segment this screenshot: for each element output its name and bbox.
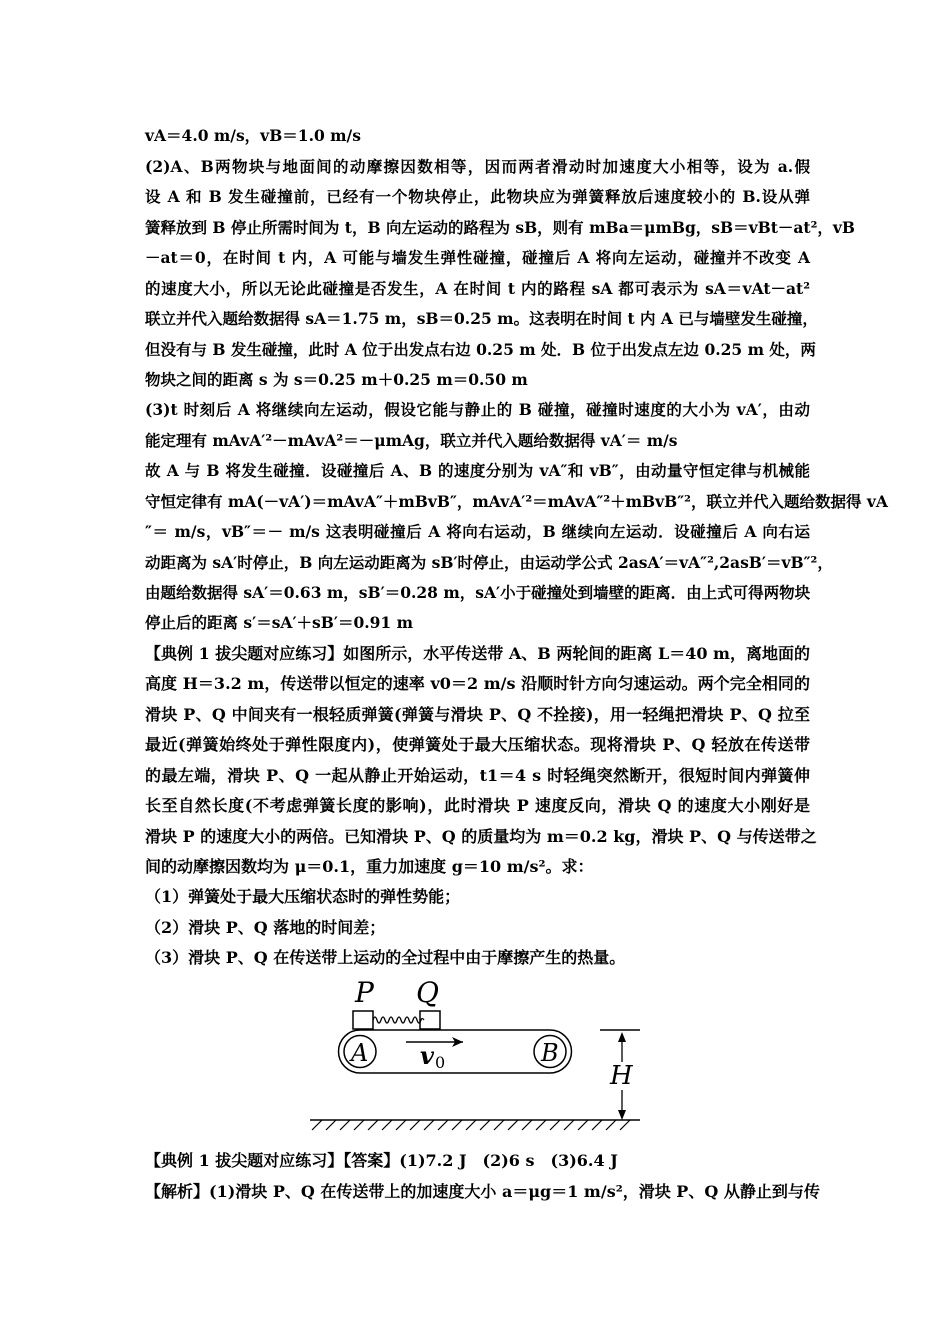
solution-line: (3)t 时刻后 A 将继续向左运动，假设它能与静止的 B 碰撞，碰撞时速度的大小为 vA′，由动	[145, 400, 810, 419]
height-arrow-down	[618, 1110, 626, 1120]
question-2: （2）滑块 P、Q 落地的时间差；	[145, 918, 386, 937]
question-3: （3）滑块 P、Q 在传送带上运动的全过程中由于摩擦产生的热量。	[145, 948, 626, 967]
solution-line: 但没有与 B 发生碰撞，此时 A 位于出发点右边 0.25 m 处．B 位于出发点左边 0.25 m 处，两	[145, 340, 816, 359]
solution-line: －at＝0，在时间 t 内，A 可能与墙发生弹性碰撞，碰撞后 A 将向左运动，碰撞并不改变 A	[145, 248, 810, 267]
problem-line: 【典例 1 拔尖题对应练习】如图所示，水平传送带 A、B 两轮间的距离 L＝40 m，离地面的	[145, 644, 810, 663]
question-1: （1）弹簧处于最大压缩状态时的弹性势能；	[145, 887, 461, 906]
label-b: B	[541, 1039, 559, 1067]
height-arrow-up	[618, 1032, 626, 1042]
solution-line: 由题给数据得 sA′＝0.63 m，sB′＝0.28 m，sA′小于碰撞处到墙壁的距离．由上式可得两物块	[145, 583, 811, 602]
conveyor-belt-figure	[300, 978, 645, 1138]
solution-line: 设 A 和 B 发生碰撞前，已经有一个物块停止，此物块应为弹簧释放后速度较小的 B.设从弹	[145, 187, 810, 206]
solution-line: ″＝ m/s，vB″＝－ m/s 这表明碰撞后 A 将向右运动，B 继续向左运动．设碰撞后 A 向右运	[145, 522, 810, 541]
solution-line: 簧释放到 B 停止所需时间为 t，B 向左运动的路程为 sB，则有 mBa＝μmBg，sB＝vBt－at²，vB	[145, 218, 855, 237]
problem-line: 滑块 P 的速度大小的两倍。已知滑块 P、Q 的质量均为 m＝0.2 kg，滑块 P、Q 与传送带之	[145, 827, 817, 846]
solution-line: 联立并代入题给数据得 sA＝1.75 m，sB＝0.25 m。这表明在时间 t 内 A 已与墙壁发生碰撞，	[145, 309, 818, 328]
solution-line: 的速度大小，所以无论此碰撞是否发生，A 在时间 t 内的路程 sA 都可表示为 sA＝vAt－at²	[145, 279, 810, 298]
block-p	[353, 1011, 373, 1029]
solution-line: vA＝4.0 m/s，vB＝1.0 m/s	[145, 126, 361, 145]
spring	[373, 1017, 424, 1023]
label-h: H	[610, 1061, 633, 1091]
solution-line: 能定理有 mAvA′²－mAvA²＝－μmAg，联立并代入题给数据得 vA′＝ m/s	[145, 431, 678, 450]
label-p: P	[355, 978, 374, 1009]
problem-line: 高度 H＝3.2 m，传送带以恒定的速率 v0＝2 m/s 沿顺时针方向匀速运动。两个完全相同的	[145, 674, 810, 693]
label-v: v	[420, 1041, 434, 1070]
label-q: Q	[416, 978, 439, 1009]
solution-line: 物块之间的距离 s 为 s＝0.25 m＋0.25 m＝0.50 m	[145, 370, 528, 389]
solution-line: 停止后的距离 s′＝sA′＋sB′＝0.91 m	[145, 613, 414, 632]
solution-line: (2)A、B两物块与地面间的动摩擦因数相等，因而两者滑动时加速度大小相等，设为 a.假	[145, 157, 810, 176]
solution-line: 故 A 与 B 将发生碰撞．设碰撞后 A、B 的速度分别为 vA″和 vB″，由动量守恒定律与机械能	[145, 461, 810, 480]
label-a: A	[351, 1039, 369, 1067]
solution-line: 守恒定律有 mA(－vA′)＝mAvA″＋mBvB″，mAvA′²＝mAvA″²＋mBvB″²，联立并代入题给数据得 vA	[145, 492, 888, 511]
ground-hatching	[312, 1120, 630, 1130]
block-q	[420, 1011, 440, 1029]
answer-line: 【典例 1 拔尖题对应练习】【答案】(1)7.2 J (2)6 s (3)6.4 J	[145, 1151, 618, 1170]
problem-line: 的最左端，滑块 P、Q 一起从静止开始运动，t1＝4 s 时轻绳突然断开，很短时间内弹簧伸	[145, 766, 810, 785]
problem-line: 滑块 P、Q 中间夹有一根轻质弹簧(弹簧与滑块 P、Q 不拴接)，用一轻绳把滑块 P、Q 拉至	[145, 705, 810, 724]
analysis-line: 【解析】(1)滑块 P、Q 在传送带上的加速度大小 a＝μg＝1 m/s²，滑块 P、Q 从静止到与传	[145, 1182, 820, 1201]
problem-line: 长至自然长度(不考虑弹簧长度的影响)，此时滑块 P 速度反向，滑块 Q 的速度大小刚好是	[145, 796, 810, 815]
solution-line: 动距离为 sA′时停止，B 向左运动距离为 sB′时停止，由运动学公式 2asA′＝vA″²,2asB′＝vB″²，	[145, 553, 833, 572]
label-v-sub: 0	[435, 1053, 446, 1072]
problem-line: 最近(弹簧始终处于弹性限度内)，使弹簧处于最大压缩状态。现将滑块 P、Q 轻放在传送带	[145, 735, 810, 754]
problem-line: 间的动摩擦因数均为 μ＝0.1，重力加速度 g＝10 m/s²。求：	[145, 857, 594, 876]
